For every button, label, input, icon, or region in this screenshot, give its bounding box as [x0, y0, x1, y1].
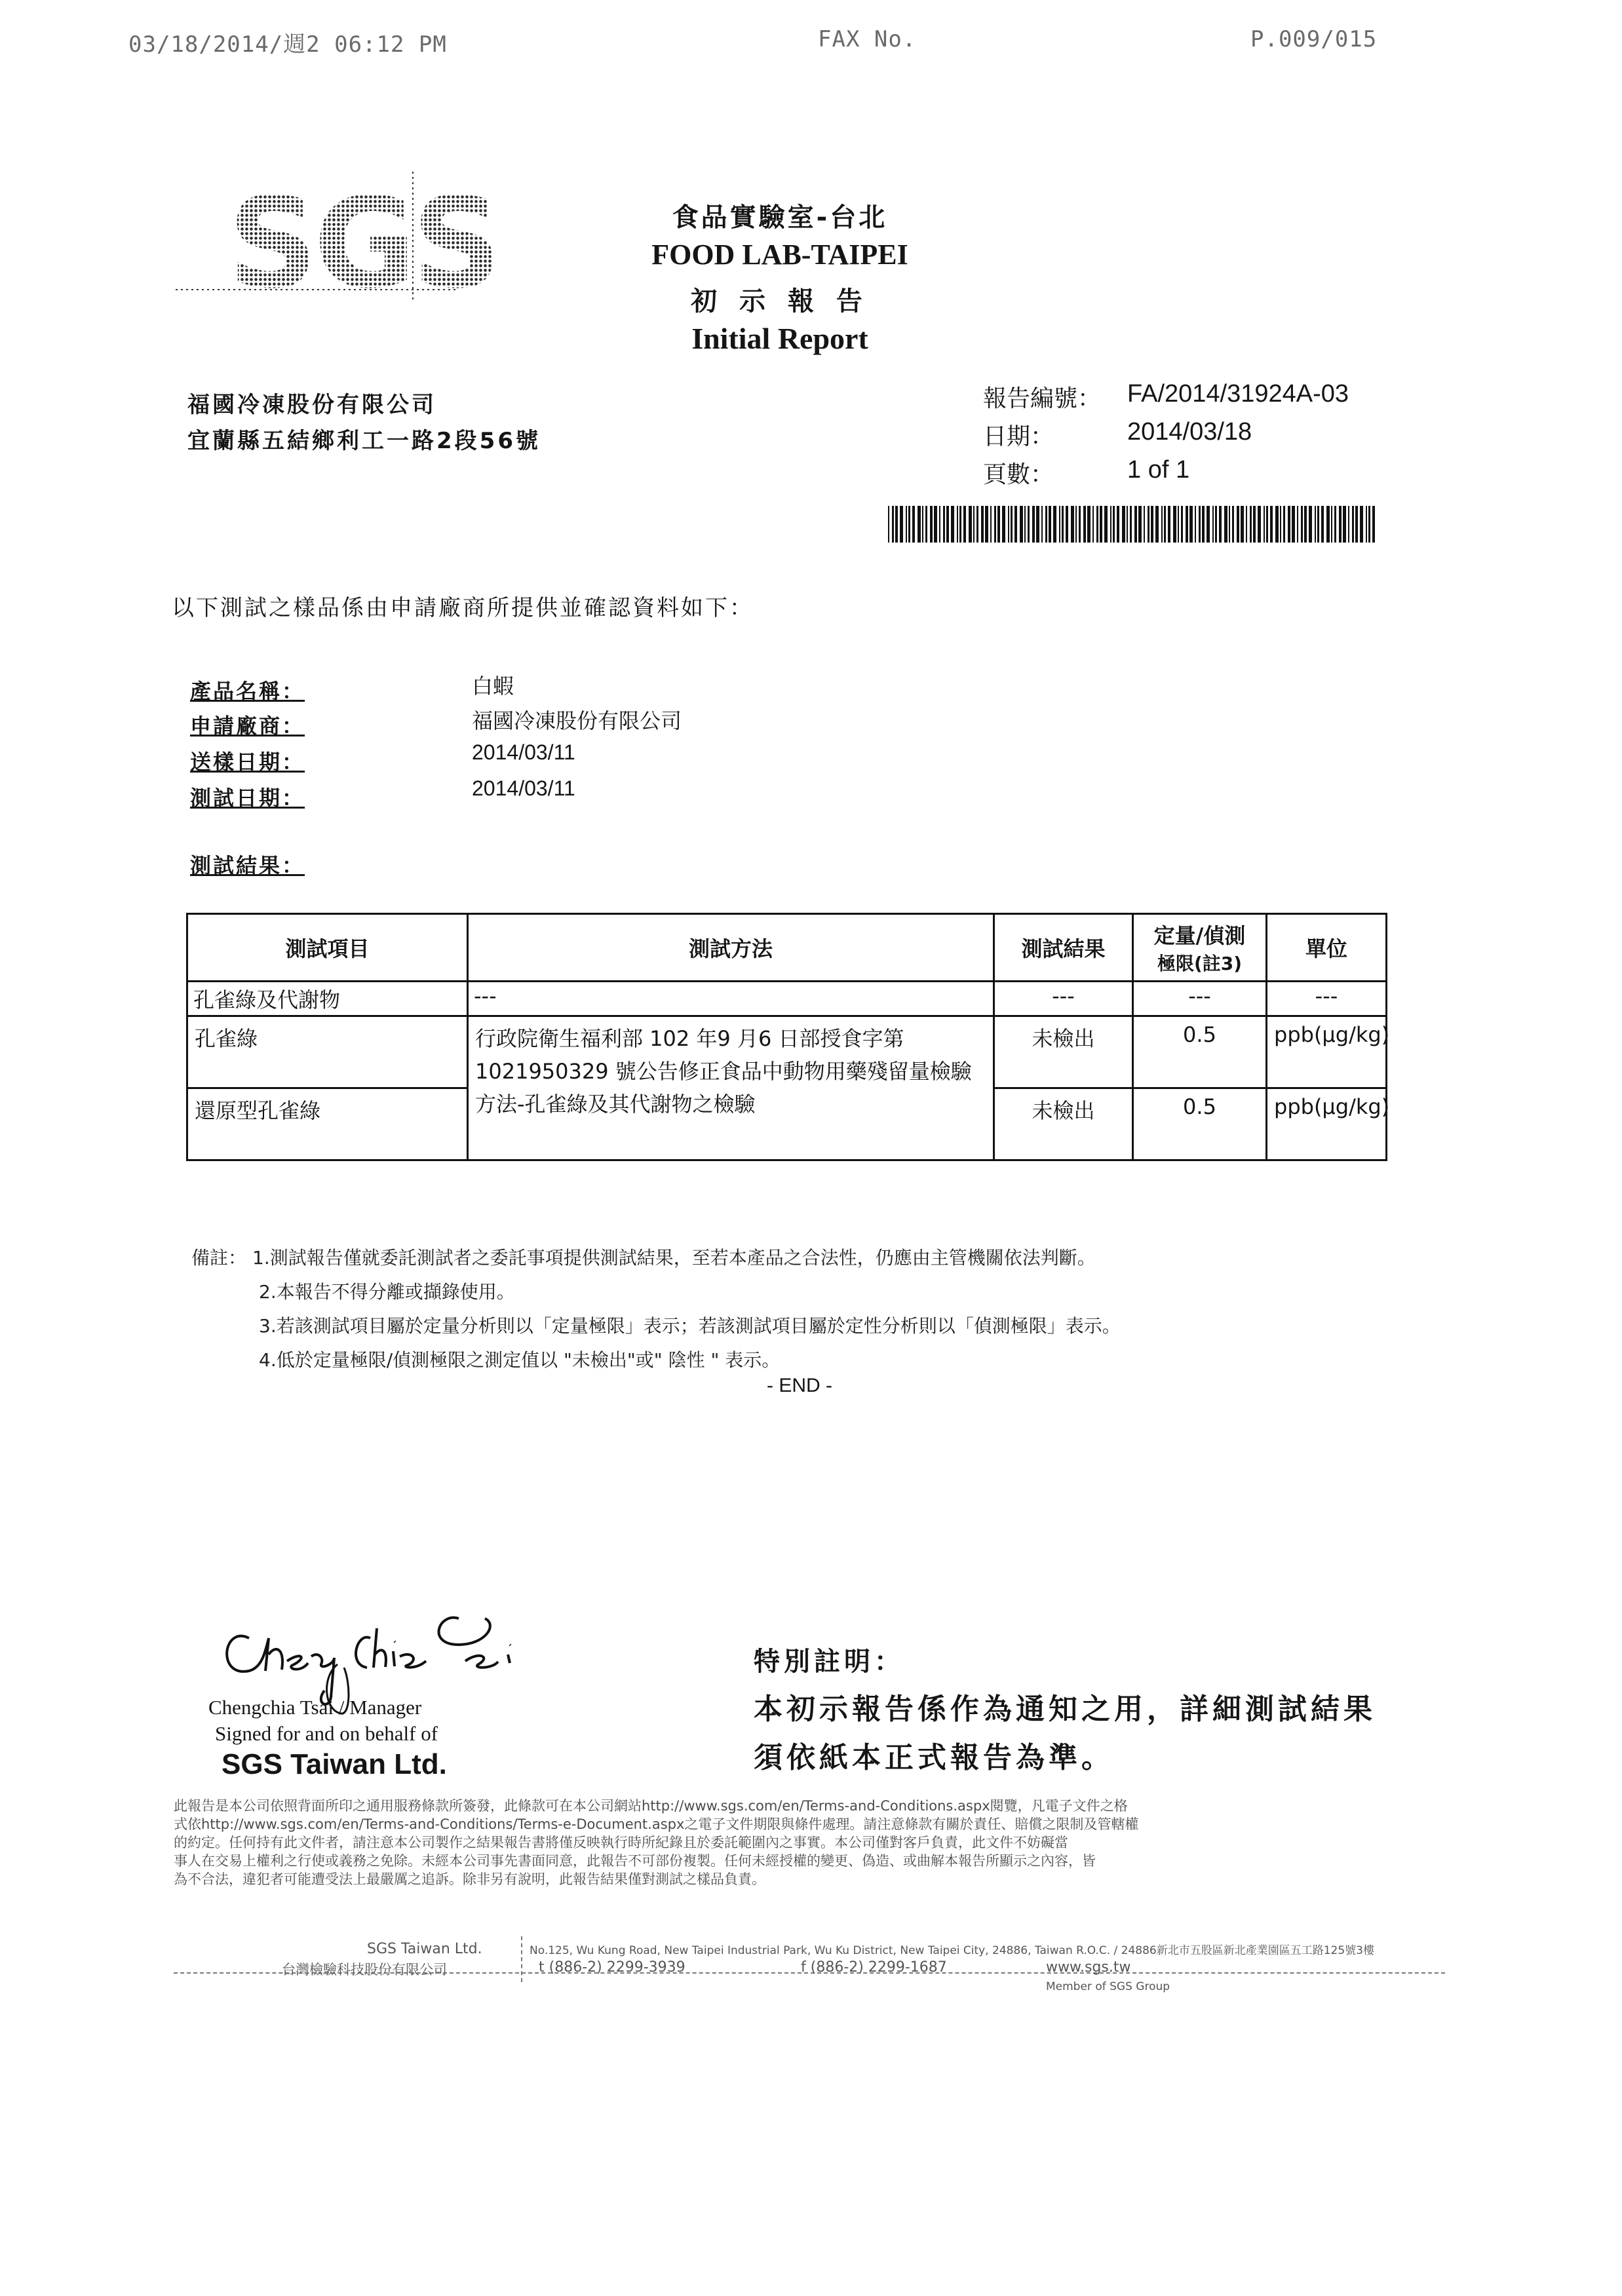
report-pages: 1 of 1: [1127, 456, 1190, 484]
note-2: 2.本報告不得分離或擷錄使用。: [259, 1281, 515, 1303]
disclaimer-line-5: 為不合法，違犯者可能遭受法上最嚴厲之追訴。除非另有說明，此報告結果僅對測試之樣品負責。: [174, 1871, 765, 1887]
footer-company-zh: 台灣檢驗科技股份有限公司: [282, 1962, 447, 1978]
applicant-label: 申請廠商：: [190, 714, 305, 738]
test-date-label: 測試日期：: [190, 786, 305, 811]
svg-text:SGS: SGS: [228, 171, 498, 316]
test-date-value: 2014/03/11: [472, 776, 575, 800]
special-note-title: 特別註明：: [754, 1647, 904, 1677]
title-lab-en: FOOD LAB-TAIPEI: [651, 239, 908, 271]
footer-member: Member of SGS Group: [1046, 1980, 1170, 1993]
row3-limit: 0.5: [1133, 1088, 1267, 1160]
table-row: [187, 1016, 1387, 1088]
header-test-result: 測試結果: [994, 914, 1133, 982]
product-name-value: 白蝦: [472, 674, 514, 698]
row2-limit: 0.5: [1133, 1016, 1267, 1088]
footer-company-en: SGS Taiwan Ltd.: [367, 1941, 482, 1957]
report-number: FA/2014/31924A-03: [1127, 380, 1349, 408]
special-note-line1: 本初示報告係作為通知之用，詳細測試結果: [754, 1693, 1376, 1726]
title-report-en: Initial Report: [691, 322, 868, 355]
footer-tel: t (886-2) 2299-3939: [539, 1959, 685, 1976]
disclaimer-line-2: 式依http://www.sgs.com/en/Terms-and-Conditions/Terms-e-Document.aspx之電子文件期限與條件處理。請注意條款有關於責任、賠償之限制及管轄權: [174, 1816, 1139, 1832]
row1-result: ---: [994, 982, 1133, 1016]
signatory-company: SGS Taiwan Ltd.: [222, 1748, 447, 1780]
results-table: [186, 913, 1390, 1161]
results-heading: 測試結果：: [190, 853, 305, 878]
signed-for-text: Signed for and on behalf of: [215, 1722, 438, 1745]
row3-unit: ppb(μg/kg): [1267, 1088, 1387, 1160]
sgs-logo: [176, 171, 498, 316]
row1-method: ---: [468, 982, 994, 1016]
disclaimer-line-3: 的約定。任何持有此文件者，請注意本公司製作之結果報告書將僅反映執行時所紀錄且於委託範圍內之事實。本公司僅對客戶負責，此文件不妨礙當: [174, 1835, 1068, 1850]
applicant-value: 福國冷凍股份有限公司: [472, 709, 682, 733]
row3-item: 還原型孔雀綠: [187, 1088, 468, 1160]
row1-item: 孔雀綠及代謝物: [187, 982, 468, 1016]
row2-item: 孔雀綠: [187, 1016, 468, 1088]
signatory-name-role: Chengchia Tsai / Manager: [208, 1696, 422, 1719]
barcode: [888, 506, 1376, 543]
received-date-label: 送樣日期：: [190, 750, 305, 775]
title-lab-zh: 食品實驗室-台北: [672, 202, 888, 233]
method-line-3: 方法-孔雀綠及其代謝物之檢驗: [475, 1092, 756, 1117]
product-name-label: 產品名稱：: [190, 679, 305, 704]
row1-limit: ---: [1133, 982, 1267, 1016]
disclaimer-line-4: 事人在交易上權利之行使或義務之免除。未經本公司事先書面同意，此報告不可部份複製。任何未經授權的變更、偽造、或曲解本報告所顯示之內容，皆: [174, 1853, 1096, 1869]
fax-page-number: P.009/015: [1250, 26, 1378, 52]
header-test-item: 測試項目: [187, 914, 468, 982]
header-limit-line2: 極限(註3): [1157, 953, 1243, 974]
row2-method: [468, 1016, 994, 1160]
report-number-label: 報告編號：: [983, 385, 1102, 412]
table-row: [187, 982, 1387, 1016]
title-report-zh: 初 示 報 告: [691, 286, 869, 316]
notes-prefix: 備註：: [191, 1247, 247, 1269]
note-1: 1.測試報告僅就委託測試者之委託事項提供測試結果，至若本產品之合法性，仍應由主管機關依法判斷。: [252, 1247, 1096, 1269]
row3-result: 未檢出: [994, 1088, 1133, 1160]
end-marker: - END -: [767, 1375, 832, 1396]
footer-web: www.sgs.tw: [1046, 1959, 1131, 1976]
note-4: 4.低於定量極限/偵測極限之測定值以 "未檢出"或" 陰性 " 表示。: [259, 1349, 781, 1371]
client-name: 福國冷凍股份有限公司: [187, 392, 436, 418]
report-date: 2014/03/18: [1127, 418, 1252, 446]
report-date-label: 日期：: [983, 423, 1054, 450]
header-test-method: 測試方法: [468, 914, 994, 982]
special-note-line2: 須依紙本正式報告為準。: [754, 1741, 1114, 1774]
method-line-1: 行政院衛生福利部 102 年9 月6 日部授食字第: [475, 1026, 904, 1051]
footer-divider: [521, 1936, 522, 1982]
header-limit-line1: 定量/偵測: [1153, 923, 1246, 948]
disclaimer: [174, 1797, 1383, 1888]
header-limit: [1133, 914, 1267, 982]
row2-result: 未檢出: [994, 1016, 1133, 1088]
header-unit: 單位: [1267, 914, 1387, 982]
disclaimer-line-1: 此報告是本公司依照背面所印之通用服務條款所簽發，此條款可在本公司網站http://www.sgs.com/en/Terms-and-Conditions.aspx閱覽，凡電子文件之格: [174, 1798, 1128, 1814]
table-header-row: [187, 914, 1387, 982]
method-line-2: 1021950329 號公告修正食品中動物用藥殘留量檢驗: [475, 1059, 972, 1084]
received-date-value: 2014/03/11: [472, 740, 575, 764]
report-pages-label: 頁數：: [983, 461, 1054, 488]
client-address: 宜蘭縣五結鄉利工一路2段56號: [187, 428, 541, 454]
footer-fax: f (886-2) 2299-1687: [801, 1959, 947, 1976]
note-3: 3.若該測試項目屬於定量分析則以「定量極限」表示；若該測試項目屬於定性分析則以「偵測極限」表示。: [259, 1315, 1121, 1337]
fax-number-label: FAX No.: [818, 26, 917, 52]
fax-datetime: 03/18/2014/週2 06:12 PM: [128, 31, 447, 58]
row1-unit: ---: [1267, 982, 1387, 1016]
row2-unit: ppb(μg/kg): [1267, 1016, 1387, 1088]
footer-address: No.125, Wu Kung Road, New Taipei Industrial Park, Wu Ku District, New Taipei City, 24886, Taiwan R.O.C. / 24886新北市五股區新北產業園區五工路125號3樓: [530, 1944, 1375, 1957]
intro-text: 以下測試之樣品係由申請廠商所提供並確認資料如下：: [172, 595, 754, 621]
